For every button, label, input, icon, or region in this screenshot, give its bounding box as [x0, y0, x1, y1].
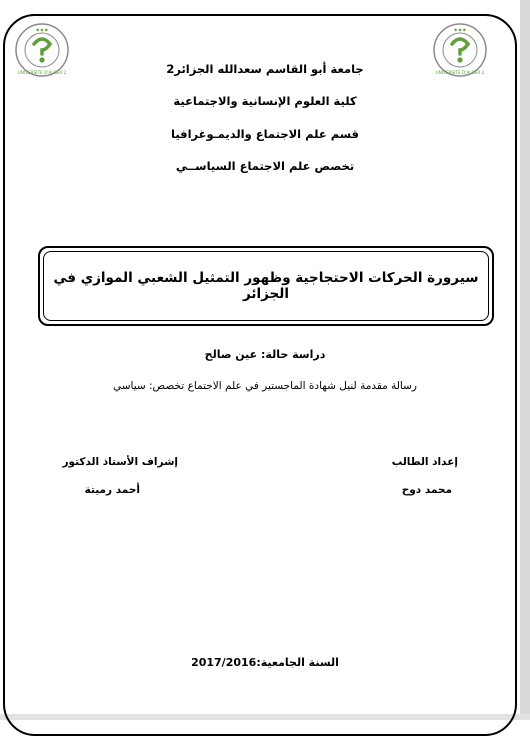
university-name: جامعة أبو القاسم سعدالله الجزائر2 [166, 62, 364, 76]
faculty-name: كلية العلوم الإنسانية والاجتماعية [173, 94, 357, 108]
student-name: محمد دوح [401, 484, 452, 496]
department-name: قسم علم الاجتماع والديمـوغرافيا [171, 127, 359, 141]
svg-text:◆ ◆ ◆: ◆ ◆ ◆ [36, 27, 48, 32]
supervisor-label: إشراف الأستاذ الدكتور [62, 456, 178, 468]
page-border-frame [3, 14, 517, 736]
svg-text:◆ ◆ ◆: ◆ ◆ ◆ [454, 27, 466, 32]
title-box [38, 246, 494, 326]
page-edge-right [520, 0, 530, 720]
seal-caption: UNIVERSITE D'ALGER 2 [435, 70, 485, 75]
case-study: دراسة حالة: عين صالح [204, 348, 326, 361]
seal-caption: UNIVERSITE D'ALGER 2 [17, 70, 67, 75]
supervisor-name: أحمد رميتة [84, 484, 140, 496]
thesis-title: سيرورة الحركات الاحتجاجية وظهور التمثيل الشعبي الموازي في الجزائر [53, 270, 479, 302]
university-seal-left [14, 22, 70, 78]
specialty-name: تخصص علم الاجتماع السياســي [175, 159, 355, 173]
academic-year: السنة الجامعية:2017/2016 [191, 656, 339, 669]
university-seal-right [432, 22, 488, 78]
student-label: إعداد الطالب [391, 456, 458, 468]
thesis-description: رسالة مقدمة لنيل شهادة الماجستير في علم الاجتماع تخصص: سياسي [112, 380, 418, 392]
